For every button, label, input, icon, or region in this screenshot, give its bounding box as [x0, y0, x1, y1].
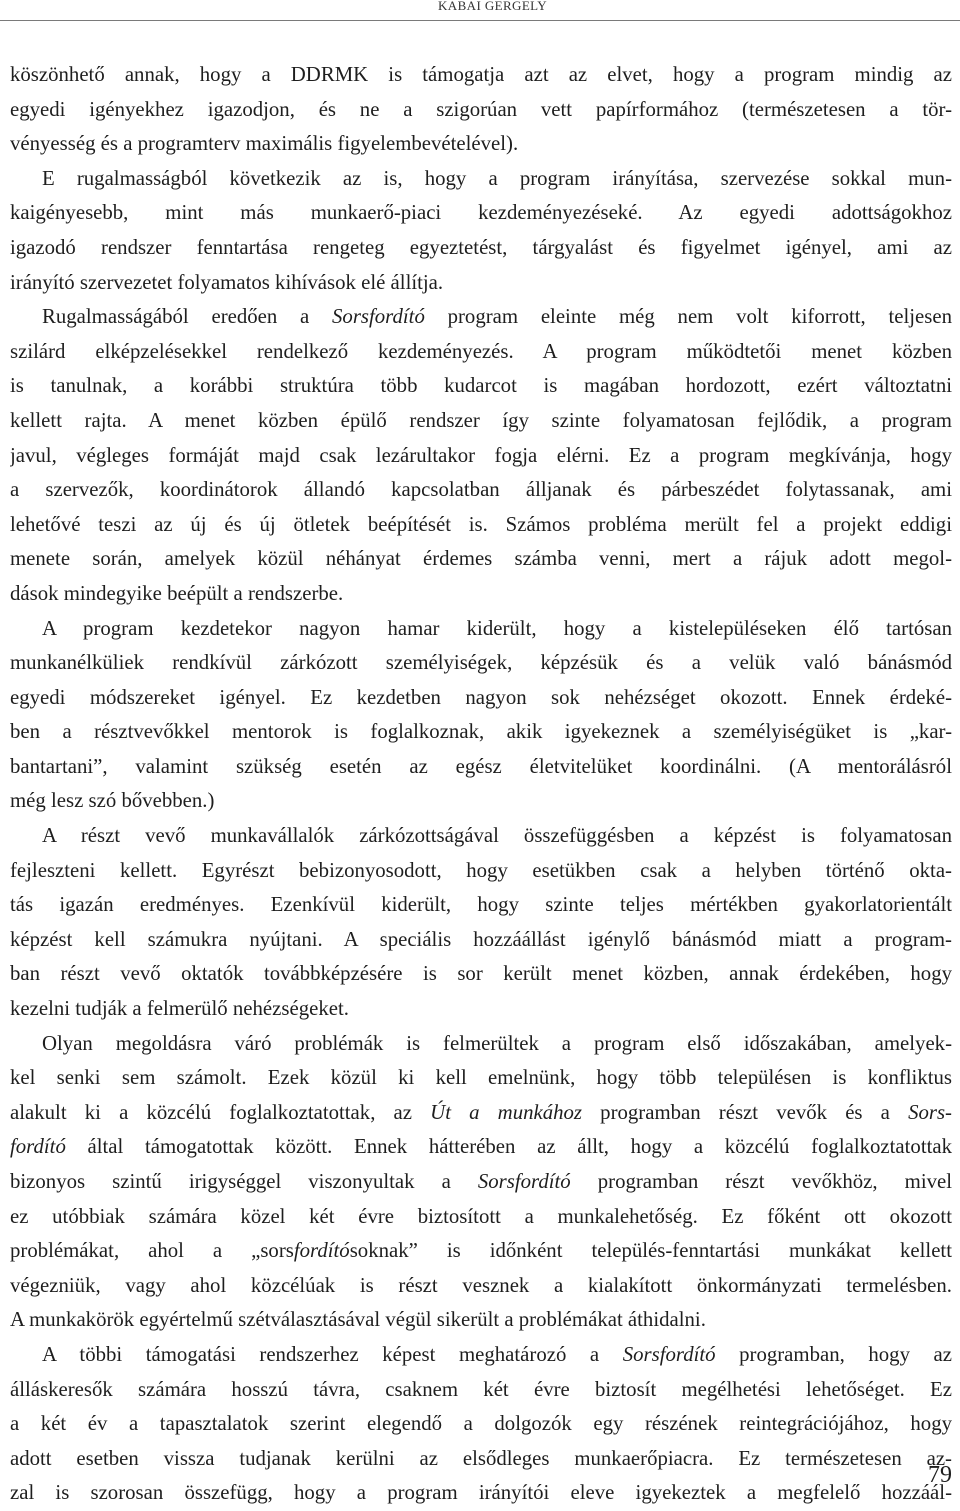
- text-line: ez utóbbiak számára közel két évre biztosított a munkalehetőség. Ez főként ott okozott: [10, 1204, 952, 1228]
- text-line: ben a résztvevőkkel mentorok is foglalkoznak, akik igyekeznek a személyiségüket is „kar-: [10, 720, 952, 744]
- text-line: lehetővé teszi az új és új ötletek beépítését is. Számos probléma merült fel a projekt eddigi: [10, 512, 952, 536]
- text-line: fejleszteni kellett. Egyrészt bebizonyosodott, hogy esetükben csak a helyben történő okta-: [10, 858, 952, 882]
- text-line: köszönhető annak, hogy a DDRMK is támogatja azt az elvet, hogy a program mindig az: [10, 63, 952, 86]
- text-line: menete során, amelyek közül néhányat érdemes számba venni, mert a rájuk adott megol-: [10, 547, 952, 571]
- text-line: javul, végleges formáját majd csak lezárultakor fogja elérni. Ez a program megkívánja, hogy: [10, 443, 952, 467]
- text-line: alakult ki a közcélú foglalkoztatottak, az Út a munkához programban részt vevők és a Sors-: [10, 1100, 952, 1124]
- text-line: munkanélküliek rendkívül zárkózott személyiségek, képzésük és a velük való bánásmód: [10, 651, 952, 675]
- text-line: A program kezdetekor nagyon hamar kiderült, hogy a kistelepüléseken élő tartósan: [42, 616, 952, 640]
- text-line: kaigényesebb, mint más munkaerő-piaci kezdeményezéseké. Az egyedi adottságokhoz: [10, 201, 952, 225]
- text-line: A munkakörök egyértelmű szétválasztásával végül sikerült a problémákat áthidalni.: [10, 1308, 706, 1332]
- text-line: dások mindegyike beépült a rendszerbe.: [10, 581, 344, 605]
- body-text: [10, 58, 952, 1511]
- text-line: irányító szervezetet folyamatos kihívások elé állítja.: [10, 270, 444, 294]
- text-line: vényesség és a programterv maximális figyelembevételével).: [10, 132, 519, 156]
- text-line: kezelni tudják a felmerülő nehézségeket.: [10, 997, 349, 1021]
- text-line: zal is szorosan összefügg, hogy a program irányítói eleve igyekeztek a megfelelő hozzáál-: [10, 1481, 952, 1505]
- text-line: bantartani”, valamint szükség esetén az egész életvitelüket koordinálni. (A mentorálásról: [10, 754, 952, 778]
- text-line: problémákat, ahol a „sorsfordítósoknak” is időnként település-fenntartási munkákat kellett: [10, 1239, 952, 1263]
- text-line: képzést kell számukra nyújtani. A speciális hozzáállást igénylő bánásmód miatt a program-: [10, 927, 952, 951]
- text-line: egyedi módszereket igényel. Ez kezdetben nagyon sok nehézséget okozott. Ennek érdeké-: [10, 685, 952, 709]
- text-line: végezniük, vagy ahol közcélúak is részt vesznek a kialakított önkormányzati termelésben.: [10, 1273, 952, 1297]
- text-line: még lesz szó bővebben.): [10, 789, 215, 813]
- text-line: adott esetben vissza tudjanak kerülni az elsődleges munkaerőpiacra. Ez természetesen az-: [10, 1446, 952, 1470]
- text-line: kel senki sem számolt. Ezek közül ki kell emelnünk, hogy több településen is konfliktus: [10, 1066, 952, 1090]
- text-line: igazodó rendszer fenntartása rengeteg egyeztetést, tárgyalást és figyelmet igényel, ami az: [10, 235, 952, 259]
- text-line: a két év a tapasztalatok szerint elegendő a dolgozók egy részének reintegrációjához, hogy: [10, 1412, 952, 1436]
- text-line: is tanulnak, a korábbi struktúra több kudarcot is magában hordozott, ezért változtatni: [10, 374, 952, 398]
- text-line: E rugalmasságból következik az is, hogy a program irányítása, szervezése sokkal mun-: [42, 166, 952, 190]
- text-line: Rugalmasságából eredően a Sorsfordító program eleinte még nem volt kiforrott, teljesen: [42, 305, 952, 329]
- page-number: 79: [928, 1462, 952, 1488]
- text-line: álláskeresők számára hosszú távra, csaknem két évre biztosít megélhetési lehetőséget. Ez: [10, 1377, 952, 1401]
- text-line: A többi támogatási rendszerhez képest meghatározó a Sorsfordító programban, hogy az: [42, 1342, 952, 1366]
- text-line: egyedi igényekhez igazodjon, és ne a szigorúan vett papírformához (természetesen a tör-: [10, 97, 952, 121]
- text-line: Olyan megoldásra váró problémák is felmerültek a program első időszakában, amelyek-: [42, 1031, 952, 1055]
- text-line: A részt vevő munkavállalók zárkózottságával összefüggésben a képzést is folyamatosan: [42, 824, 952, 848]
- text-line: ban részt vevő oktatók továbbképzésére is sor került menet közben, annak érdekében, hogy: [10, 962, 952, 986]
- running-header: [0, 0, 960, 21]
- text-line: szilárd elképzelésekkel rendelkező kezdeményezés. A program működtetői menet közben: [10, 339, 952, 363]
- text-line: bizonyos szintű irigységgel viszonyultak a Sorsfordító programban részt vevőkhöz, mivel: [10, 1170, 952, 1193]
- running-header-title: KABAI GERGELY: [438, 0, 547, 13]
- text-line: a szervezők, koordinátorok állandó kapcsolatban álljanak és párbeszédet folytassanak, ami: [10, 478, 952, 502]
- text-line: kellett rajta. A menet közben épülő rendszer így szinte folyamatosan fejlődik, a program: [10, 408, 952, 432]
- text-line: fordító által támogatottak között. Ennek hátterében az állt, hogy a közcélú foglalkoztatottak: [10, 1135, 952, 1159]
- text-line: tás igazán eredményes. Ezenkívül kiderült, hogy szinte teljes mértékben gyakorlatorientált: [10, 893, 952, 917]
